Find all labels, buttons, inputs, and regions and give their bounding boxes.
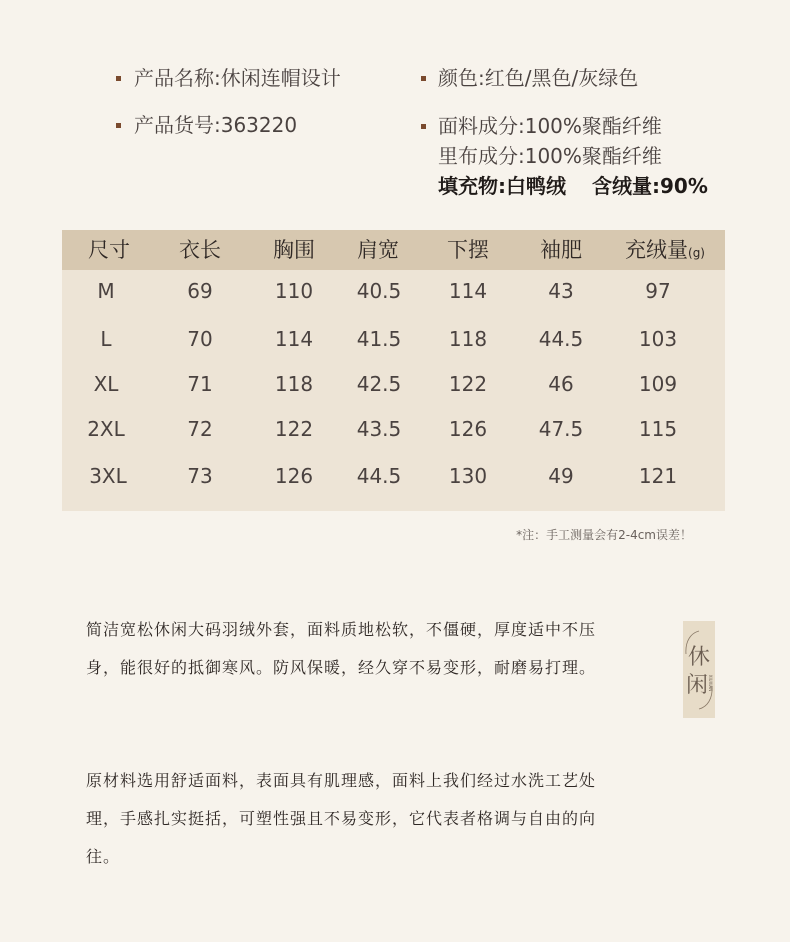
table-cell: L xyxy=(100,327,112,351)
size-table xyxy=(62,230,725,511)
down-content: 含绒量:90% xyxy=(592,174,708,198)
description-paragraph xyxy=(86,611,626,687)
table-cell: 42.5 xyxy=(356,372,402,396)
stamp-logo-icon xyxy=(683,621,715,718)
description-text-2: 原材料选用舒适面料，表面具有肌理感，面料上我们经过水洗工艺处理，手感扎实挺括，可塑性强且不易变形，它代表者格调与自由的向往。 xyxy=(86,771,597,866)
stamp-char-1: 休 xyxy=(687,645,711,670)
table-cell: 97 xyxy=(645,279,671,303)
header-unit: (g) xyxy=(688,246,705,260)
table-cell: 110 xyxy=(274,279,314,303)
header-down-fill xyxy=(625,230,705,270)
table-cell: M xyxy=(97,279,115,303)
table-cell: 73 xyxy=(187,464,213,488)
table-cell: 49 xyxy=(548,464,574,488)
stamp-subtext: XIUXIAN xyxy=(708,674,713,692)
product-color: 颜色:红色/黑色/灰绿色 xyxy=(438,66,639,90)
table-cell: 43 xyxy=(548,279,574,303)
table-cell: 69 xyxy=(187,279,213,303)
filling: 填充物:白鸭绒 xyxy=(438,174,566,198)
table-header xyxy=(62,230,725,270)
fabric-composition: 面料成分:100%聚酯纤维 xyxy=(438,114,662,138)
header-hem: 下摆 xyxy=(447,238,489,262)
header-chest: 胸围 xyxy=(273,238,315,262)
bullet-icon xyxy=(421,76,426,81)
table-cell: 115 xyxy=(638,417,678,441)
bullet-icon xyxy=(116,123,121,128)
description-text-1: 简洁宽松休闲大码羽绒外套，面料质地松软，不僵硬，厚度适中不压身，能很好的抵御寒风。防风保暖，经久穿不易变形，耐磨易打理。 xyxy=(86,620,597,677)
header-size: 尺寸 xyxy=(88,238,130,262)
table-cell: 41.5 xyxy=(356,327,402,351)
bullet-icon xyxy=(116,76,121,81)
table-cell: 122 xyxy=(274,417,314,441)
table-cell: 71 xyxy=(187,372,213,396)
bullet-icon xyxy=(421,124,426,129)
table-cell: 70 xyxy=(187,327,213,351)
table-cell: 43.5 xyxy=(356,417,402,441)
header-shoulder: 肩宽 xyxy=(357,238,399,262)
measurement-note: *注：手工测量会有2-4cm误差！ xyxy=(516,528,692,542)
table-cell: 40.5 xyxy=(356,279,402,303)
table-cell: 114 xyxy=(274,327,314,351)
description-paragraph xyxy=(86,762,626,876)
header-down-fill-label: 充绒量 xyxy=(625,238,689,262)
product-name: 产品名称:休闲连帽设计 xyxy=(134,66,341,90)
table-cell: 109 xyxy=(638,372,678,396)
table-cell: 114 xyxy=(448,279,488,303)
table-cell: 126 xyxy=(274,464,314,488)
table-cell: 122 xyxy=(448,372,488,396)
table-cell: 126 xyxy=(448,417,488,441)
product-sku: 产品货号:363220 xyxy=(134,113,298,137)
table-cell: 130 xyxy=(448,464,488,488)
table-cell: 47.5 xyxy=(538,417,584,441)
lining-composition: 里布成分:100%聚酯纤维 xyxy=(438,144,662,168)
table-cell: XL xyxy=(93,372,119,396)
table-cell: 118 xyxy=(448,327,488,351)
header-sleeve: 袖肥 xyxy=(540,238,582,262)
table-cell: 118 xyxy=(274,372,314,396)
table-cell: 44.5 xyxy=(356,464,402,488)
table-cell: 121 xyxy=(638,464,678,488)
table-cell: 103 xyxy=(638,327,678,351)
table-cell: 46 xyxy=(548,372,574,396)
header-length: 衣长 xyxy=(179,238,221,262)
table-cell: 2XL xyxy=(87,417,125,441)
stamp-char-2: 闲 xyxy=(685,673,709,698)
brand-stamp xyxy=(683,621,715,718)
table-cell: 3XL xyxy=(89,464,127,488)
table-cell: 44.5 xyxy=(538,327,584,351)
table-cell: 72 xyxy=(187,417,213,441)
